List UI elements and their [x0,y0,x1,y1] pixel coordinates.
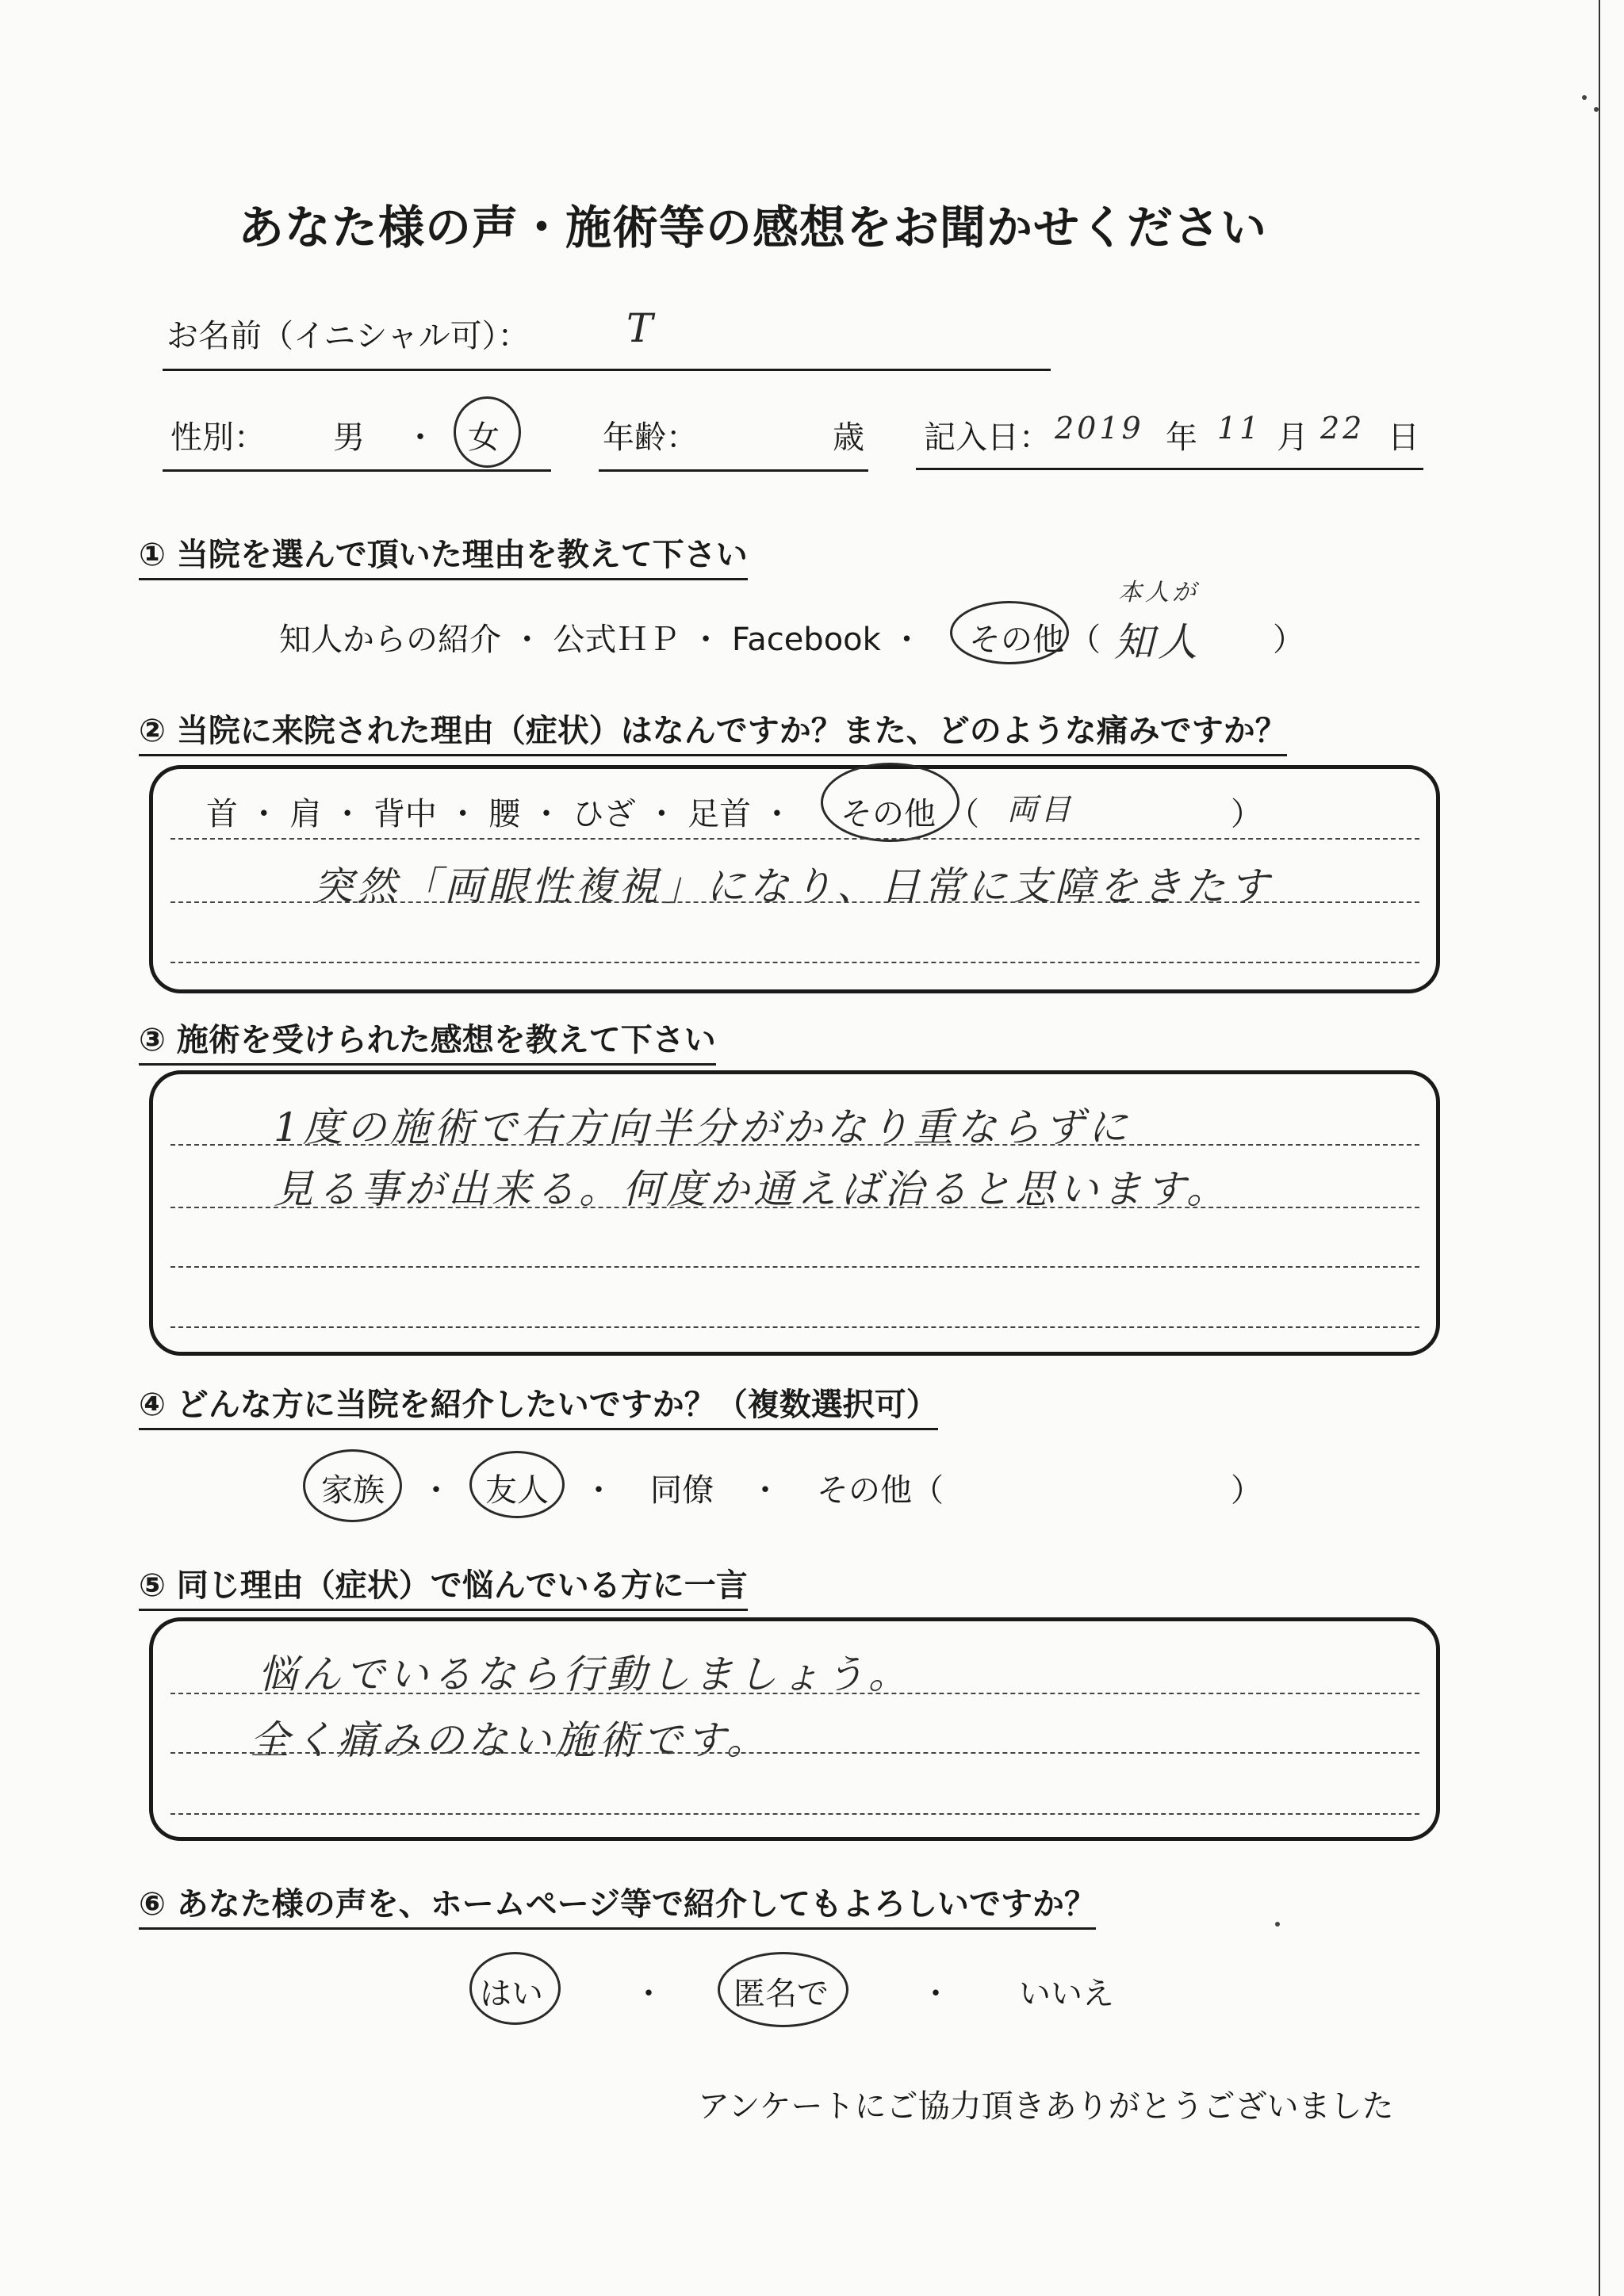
age-underline [599,469,868,472]
q6-option-yes[interactable]: はい [480,1976,543,2012]
q2-other-circle [821,763,959,842]
q1-other-circle [950,601,1069,664]
name-label: お名前（イニシャル可）： [167,318,530,354]
q3-dash-line [170,1326,1419,1328]
q5-dash-line [170,1693,1419,1694]
gender-male[interactable]: 男 [333,419,365,456]
q4-sep: ・ [583,1472,615,1509]
q5-answer-line2[interactable]: 全く痛みのない施術です。 [250,1717,770,1763]
name-value[interactable]: T [626,305,657,351]
q6-anonymous-circle [718,1952,848,2027]
q4-option-family[interactable]: 家族 [321,1472,385,1509]
q6-option-no[interactable]: いいえ [1019,1976,1114,2012]
gender-label: 性別： [170,419,266,456]
q5-answer-line1[interactable]: 悩んでいるなら行動しましょう。 [258,1651,912,1697]
q6-sep: ・ [920,1976,952,2012]
q3-dash-line [170,1266,1419,1268]
date-underline [916,468,1423,470]
date-day-unit: 日 [1388,419,1419,456]
age-unit: 歳 [833,419,864,456]
date-year-value[interactable]: 2019 [1055,411,1144,446]
q5-dash-line [170,1813,1419,1815]
q3-dash-line [170,1144,1419,1146]
q5-heading: ⑤ 同じ理由（症状）で悩んでいる方に一言 [139,1560,748,1611]
q4-family-circle [303,1449,402,1522]
q2-options[interactable]: 首 ・ 肩 ・ 背中 ・ 腰 ・ ひざ ・ 足首 ・ [206,796,793,832]
q6-yes-circle [469,1952,561,2025]
q2-dash-line [170,838,1419,840]
scan-edge-line [1599,0,1600,2296]
gender-sep: ・ [404,419,436,456]
name-underline [163,369,1051,371]
q4-friend-circle [469,1451,565,1518]
q2-answer-line1[interactable]: 突然「両眼性複視」になり、日常に支障をきたす [313,863,1273,909]
q2-option-other[interactable]: その他 [841,796,936,832]
date-month-unit: 月 [1277,419,1308,456]
scan-speck [1275,1922,1280,1927]
q1-options[interactable]: 知人からの紹介 ・ 公式ＨＰ ・ Facebook ・ [279,622,923,658]
date-day-value[interactable]: 22 [1320,411,1365,446]
date-year-unit: 年 [1166,419,1197,456]
q1-paren-open: （ [1069,622,1101,658]
q4-sep: ・ [420,1472,452,1509]
q2-paren-close: ） [1231,796,1262,832]
scan-speck [1582,95,1587,100]
q3-answer-line2[interactable]: 見る事が出来る。何度か通えば治ると思います。 [274,1166,1230,1212]
q1-option-other[interactable]: その他 [969,622,1064,658]
q1-heading: ① 当院を選んで頂いた理由を教えて下さい [139,530,748,580]
q1-note-line2[interactable]: 知人 [1114,619,1201,665]
q6-sep: ・ [633,1976,665,2012]
date-label: 記入日： [924,419,1051,456]
q4-option-other[interactable]: その他（ [817,1472,944,1509]
footer-thanks: アンケートにご協力頂きありがとうございました [698,2088,1394,2125]
q3-dash-line [170,1207,1419,1208]
gender-underline [163,469,551,472]
q2-dash-line [170,962,1419,963]
form-title: あなた様の声・施術等の感想をお聞かせください [238,201,1268,254]
q2-paren-open: （ [948,796,979,832]
q2-heading: ② 当院に来院された理由（症状）はなんですか？また、どのような痛みですか？ [139,706,1287,756]
q4-paren-close: ） [1231,1472,1262,1509]
q2-other-value[interactable]: 両目 [1007,792,1074,827]
date-month-value[interactable]: 11 [1217,411,1262,446]
q4-heading: ④ どんな方に当院を紹介したいですか？（複数選択可） [139,1380,938,1430]
gender-female[interactable]: 女 [468,419,500,456]
age-label: 年齢： [603,419,698,456]
q3-heading: ③ 施術を受けられた感想を教えて下さい [139,1015,716,1066]
scan-speck [1594,107,1599,112]
q1-paren-close: ） [1273,622,1304,658]
q4-option-friend[interactable]: 友人 [485,1472,549,1509]
q5-dash-line [170,1752,1419,1754]
gender-female-circle [454,396,521,468]
q2-dash-line [170,901,1419,903]
q3-answer-line1[interactable]: 1度の施術で右方向半分がかなり重ならずに [274,1104,1132,1150]
q6-option-anonymous[interactable]: 匿名で [733,1976,829,2012]
q4-option-colleague[interactable]: 同僚 [650,1472,714,1509]
q6-heading: ⑥ あなた様の声を、ホームページ等で紹介してもよろしいですか？ [139,1879,1096,1930]
q4-sep: ・ [749,1472,781,1509]
q1-note-line1[interactable]: 本人が [1118,579,1199,607]
